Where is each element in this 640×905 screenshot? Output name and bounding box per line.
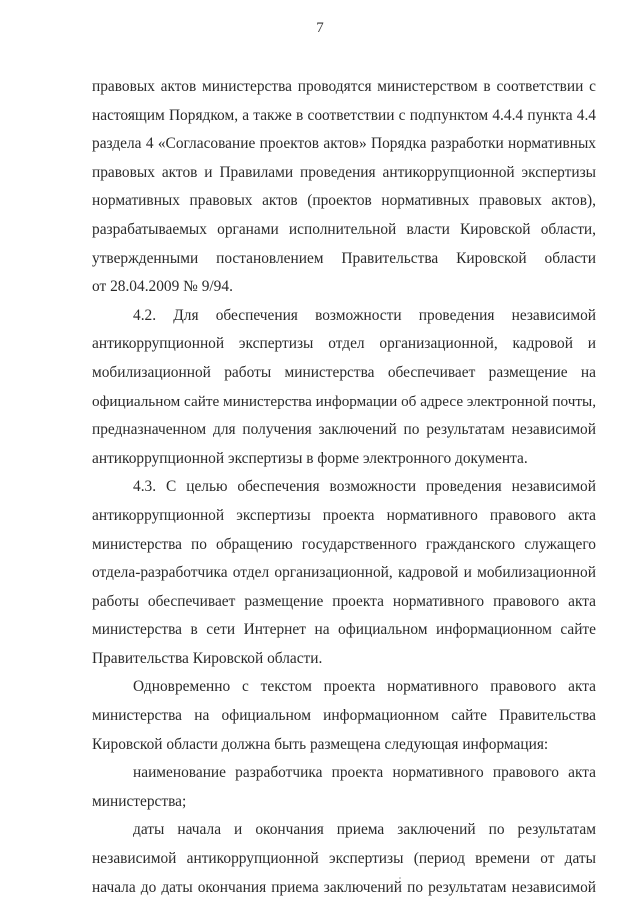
text-line: Кировской области должна быть размещена следующая информация: xyxy=(92,735,549,753)
text-line: раздела 4 «Согласование проектов актов» Порядка разработки нормативных xyxy=(92,135,596,153)
scan-speck xyxy=(399,877,401,879)
text-line: правовых актов и Правилами проведения антикоррупционной экспертизы xyxy=(92,163,596,181)
text-line: настоящим Порядком, а также в соответствии с подпунктом 4.4.4 пункта 4.4 xyxy=(92,106,596,124)
text-line: 4.2. Для обеспечения возможности проведения независимой xyxy=(133,306,596,324)
text-line: от 28.04.2009 № 9/94. xyxy=(92,278,233,296)
text-line: работы обеспечивает размещение проекта нормативного правового акта xyxy=(92,592,596,610)
text-line: министерства в сети Интернет на официальном информационном сайте xyxy=(92,621,596,639)
text-line: 4.3. С целью обеспечения возможности проведения независимой xyxy=(133,478,596,496)
text-line: начала до даты окончания приема заключений по результатам независимой xyxy=(92,878,596,896)
text-line: независимой антикоррупционной экспертизы (период времени от даты xyxy=(92,850,596,868)
text-line: нормативных правовых актов (проектов нормативных правовых актов), xyxy=(92,192,596,210)
text-line: разрабатываемых органами исполнительной власти Кировской области, xyxy=(92,220,596,238)
text-line: министерства по обращению государственного гражданского служащего xyxy=(92,535,596,553)
text-line: Правительства Кировской области. xyxy=(92,649,323,667)
text-line: даты начала и окончания приема заключений по результатам xyxy=(133,821,596,839)
document-body xyxy=(92,73,596,902)
text-line: Одновременно с текстом проекта нормативного правового акта xyxy=(133,678,596,696)
text-line: официальном сайте министерства информации об адресе электронной почты, xyxy=(92,392,596,410)
page-number: 7 xyxy=(316,20,324,36)
text-line: правовых актов министерства проводятся министерством в соответствии с xyxy=(92,78,596,95)
text-line: министерства; xyxy=(92,792,187,810)
text-line: отдела-разработчика отдел организационной, кадровой и мобилизационной xyxy=(92,564,596,582)
text-line: предназначенном для получения заключений по результатам независимой xyxy=(92,421,596,439)
text-line: наименование разработчика проекта нормативного правового акта xyxy=(133,764,596,782)
text-line: утвержденными постановлением Правительства Кировской области xyxy=(92,249,596,267)
text-line: антикоррупционной экспертизы проекта нормативного правового акта xyxy=(92,506,596,524)
text-line: антикоррупционной экспертизы в форме электронного документа. xyxy=(92,449,528,467)
text-line: антикоррупционной экспертизы отдел организационной, кадровой и xyxy=(92,335,596,353)
text-line: министерства на официальном информационном сайте Правительства xyxy=(92,707,596,725)
text-line: мобилизационной работы министерства обеспечивает размещение на xyxy=(92,363,596,381)
